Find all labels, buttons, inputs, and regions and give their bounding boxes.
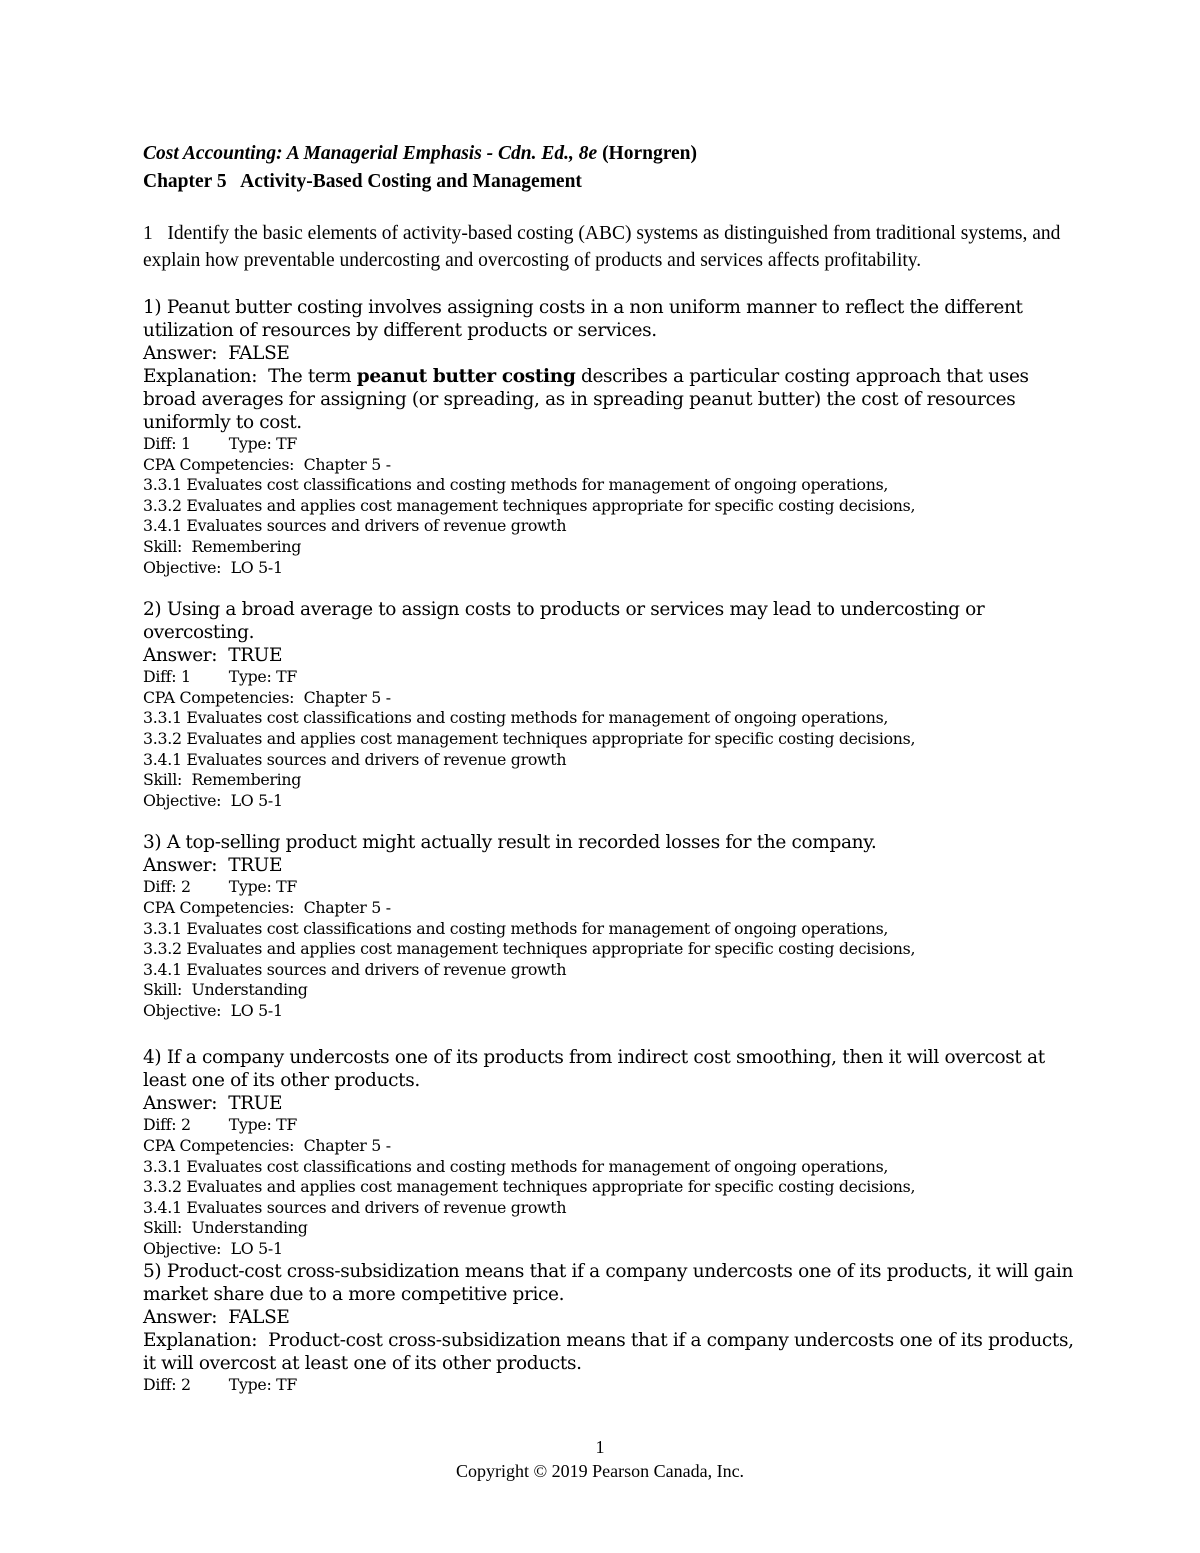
competency-3: 3.4.1 Evaluates sources and drivers of revenue growth xyxy=(143,1197,567,1217)
objective: Objective: LO 5-1 xyxy=(143,1239,283,1259)
meta-block xyxy=(143,667,1083,811)
question-text: 4) If a company undercosts one of its products from indirect cost smoothing, then it will overcost at least one of its other products. xyxy=(143,1047,1045,1092)
question-type: Type: TF xyxy=(228,1115,298,1135)
question-type: Type: TF xyxy=(228,877,298,897)
cpa-competencies: CPA Competencies: Chapter 5 - xyxy=(143,454,391,474)
question-1 xyxy=(143,296,1083,578)
answer: Answer: FALSE xyxy=(143,1306,290,1328)
answer: Answer: TRUE xyxy=(143,645,283,667)
meta-block xyxy=(143,1115,1083,1259)
cpa-competencies: CPA Competencies: Chapter 5 - xyxy=(143,687,391,707)
book-title-line xyxy=(143,140,1083,168)
competency-1: 3.3.1 Evaluates cost classifications and costing methods for management of ongoing operations, xyxy=(143,1156,889,1176)
diff-type-line xyxy=(143,1375,1083,1396)
explanation-rest: describes a particular costing approach that uses broad averages for assigning (or spreading, as in spreading peanut butter) the cost of resources uniformly to cost. xyxy=(143,366,1029,433)
copyright-footer: Copyright © 2019 Pearson Canada, Inc. xyxy=(455,1461,745,1481)
question-type: Type: TF xyxy=(228,434,298,453)
diff-type-line xyxy=(143,877,1083,898)
question-type: Type: TF xyxy=(228,1374,298,1394)
answer: Answer: TRUE xyxy=(143,1093,283,1115)
competency-3: 3.4.1 Evaluates sources and drivers of revenue growth xyxy=(143,749,567,769)
skill: Skill: Understanding xyxy=(143,980,308,1000)
explanation xyxy=(143,365,1083,434)
document-page xyxy=(143,140,1083,1395)
objective: Objective: LO 5-1 xyxy=(143,1000,283,1020)
competency-3: 3.4.1 Evaluates sources and drivers of revenue growth xyxy=(143,959,567,979)
competency-1: 3.3.1 Evaluates cost classifications and costing methods for management of ongoing operations, xyxy=(143,475,889,495)
difficulty: Diff: 2 xyxy=(143,1115,191,1135)
question-4 xyxy=(143,1046,1083,1259)
competency-2: 3.3.2 Evaluates and applies cost management techniques appropriate for specific costing decisions, xyxy=(143,1177,916,1197)
question-type: Type: TF xyxy=(228,667,298,687)
cpa-competencies: CPA Competencies: Chapter 5 - xyxy=(143,897,391,917)
difficulty: Diff: 1 xyxy=(143,434,191,453)
explanation-term: peanut butter costing xyxy=(356,366,576,387)
skill: Skill: Remembering xyxy=(143,770,302,790)
learning-objective: 1 Identify the basic elements of activity-based costing (ABC) systems as distinguished from traditional systems, and explain how preventable undercosting and overcosting of products and services affects profitability. xyxy=(143,223,1066,271)
explanation-label: Explanation: The term xyxy=(143,366,357,387)
competency-2: 3.3.2 Evaluates and applies cost management techniques appropriate for specific costing decisions, xyxy=(143,728,916,748)
meta-block xyxy=(143,1375,1083,1396)
chapter-heading: Chapter 5 Activity-Based Costing and Management xyxy=(143,171,582,192)
competency-2: 3.3.2 Evaluates and applies cost management techniques appropriate for specific costing decisions, xyxy=(143,495,916,515)
meta-block xyxy=(143,877,1083,1021)
difficulty: Diff: 2 xyxy=(143,1374,191,1394)
question-5 xyxy=(143,1260,1083,1396)
diff-type-line xyxy=(143,667,1083,688)
explanation: Explanation: Product-cost cross-subsidization means that if a company undercosts one of its products, it will overcost at least one of its other products. xyxy=(143,1329,1080,1374)
competency-2: 3.3.2 Evaluates and applies cost management techniques appropriate for specific costing decisions, xyxy=(143,939,916,959)
book-author: (Horngren) xyxy=(602,143,698,164)
diff-type-line xyxy=(143,434,1083,455)
meta-block xyxy=(143,434,1083,578)
skill: Skill: Understanding xyxy=(143,1218,308,1238)
answer: Answer: FALSE xyxy=(143,343,290,364)
question-text: 1) Peanut butter costing involves assigning costs in a non uniform manner to reflect the different utilization of resources by different products or services. xyxy=(143,297,1023,341)
competency-3: 3.4.1 Evaluates sources and drivers of revenue growth xyxy=(143,516,567,536)
question-text: 5) Product-cost cross-subsidization means that if a company undercosts one of its products, it will gain market share due to a more competitive price. xyxy=(143,1260,1074,1305)
skill: Skill: Remembering xyxy=(143,536,302,556)
difficulty: Diff: 2 xyxy=(143,877,191,897)
competency-1: 3.3.1 Evaluates cost classifications and costing methods for management of ongoing operations, xyxy=(143,918,889,938)
competency-1: 3.3.1 Evaluates cost classifications and costing methods for management of ongoing operations, xyxy=(143,708,889,728)
question-2 xyxy=(143,598,1083,811)
page-number: 1 xyxy=(595,1437,605,1457)
question-text: 2) Using a broad average to assign costs to products or services may lead to undercosting or overcosting. xyxy=(143,599,985,644)
diff-type-line xyxy=(143,1115,1083,1136)
question-3 xyxy=(143,831,1083,1021)
answer: Answer: TRUE xyxy=(143,855,283,877)
difficulty: Diff: 1 xyxy=(143,667,191,687)
objective: Objective: LO 5-1 xyxy=(143,557,283,577)
objective: Objective: LO 5-1 xyxy=(143,790,283,810)
book-title: Cost Accounting: A Managerial Emphasis - Cdn. Ed., 8e xyxy=(143,143,598,164)
question-text: 3) A top-selling product might actually result in recorded losses for the company. xyxy=(143,832,877,854)
cpa-competencies: CPA Competencies: Chapter 5 - xyxy=(143,1136,391,1156)
